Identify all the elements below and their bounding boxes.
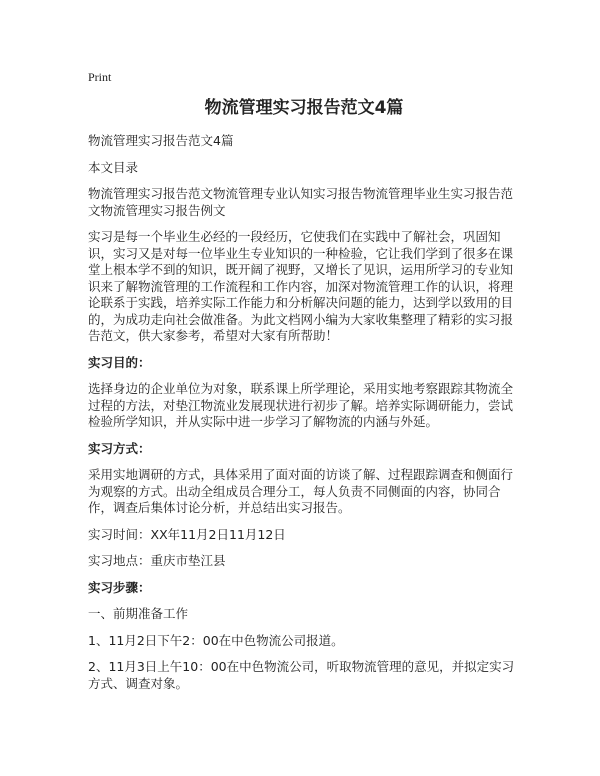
print-link[interactable]: Print xyxy=(88,70,112,84)
paragraph: 选择身边的企业单位为对象，联系课上所学理论，采用实地考察跟踪其物流全过程的方法，对垫江物流业发展现状进行初步了解。培养实际调研能力，尝试检验所学知识，并从实际中进一步学习了解物流的内涵与外延。 xyxy=(88,381,514,429)
section-heading: 实习步骤： xyxy=(88,579,151,595)
paragraph: 物流管理实习报告范文物流管理专业认知实习报告物流管理毕业生实习报告范文物流管理实习报告例文 xyxy=(88,186,514,218)
section-heading: 实习目的： xyxy=(88,354,151,370)
paragraph: 采用实地调研的方式，具体采用了面对面的访谈了解、过程跟踪调查和侧面行为观察的方式。出动全组成员合理分工，每人负责不同侧面的内容，协同合作，调查后集体讨论分析，并总结出实习报告。 xyxy=(88,467,514,515)
paragraph: 2、11月3日上午10：00在中色物流公司，听取物流管理的意见，并拟定实习方式、调查对象。 xyxy=(88,659,515,691)
paragraph: 实习地点：重庆市垫江县 xyxy=(88,553,226,568)
document-title: 物流管理实习报告范文4篇 xyxy=(204,98,404,118)
paragraph: 本文目录 xyxy=(88,159,139,175)
paragraph: 一、前期准备工作 xyxy=(88,606,189,621)
paragraph: 实习时间：XX年11月2日11月12日 xyxy=(88,526,286,542)
document-page xyxy=(88,70,520,702)
paragraph: 实习是每一个毕业生必经的一段经历，它使我们在实践中了解社会，巩固知识，实习又是对每一位毕业生专业知识的一种检验，它让我们学到了很多在课堂上根本学不到的知识，既开阔了视野，又增长了见识，运用所学习的专业知识来了解物流管理的工作流程和工作内容，加深对物流管理工作的认识，将理论联系于实践，培养实际工作能力和分析解决问题的能力，达到学以致用的目的，为成功走向社会做准备。为此文档网小编为大家收集整理了精彩的实习报告范文，供大家参考，希望对大家有所帮助！ xyxy=(88,229,514,343)
document-body xyxy=(88,133,520,692)
paragraph: 1、11月2日下午2：00在中色物流公司报道。 xyxy=(88,632,344,648)
paragraph: 物流管理实习报告范文4篇 xyxy=(88,133,234,148)
section-heading: 实习方式： xyxy=(88,440,151,456)
